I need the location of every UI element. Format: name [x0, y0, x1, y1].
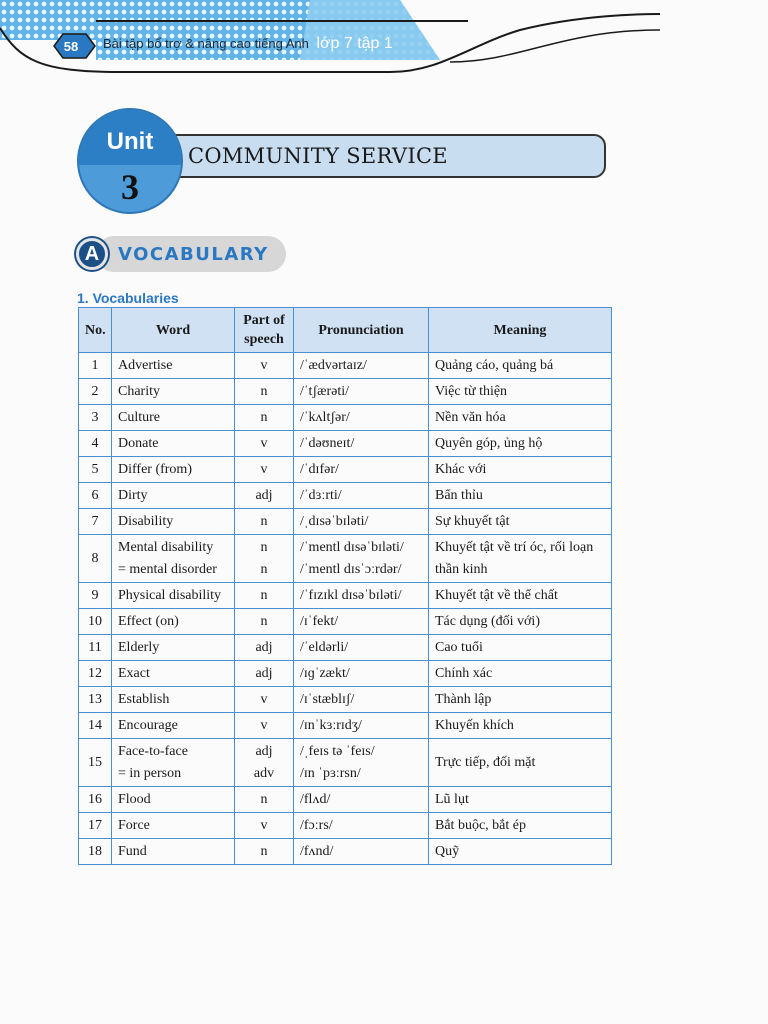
cell-meaning-line: Quảng cáo, quảng bá: [435, 357, 554, 373]
unit-title: COMMUNITY SERVICE: [188, 144, 448, 168]
cell-number: 15: [79, 739, 112, 787]
cell-meaning-line: Thành lập: [435, 691, 492, 707]
cell-pronunciation: [294, 457, 429, 483]
cell-part-of-speech-line: adj: [255, 639, 273, 655]
table-row: [79, 405, 612, 431]
cell-pronunciation-line: /ˈdɪfər/: [300, 461, 339, 477]
cell-meaning-line: Sự khuyết tật: [435, 513, 510, 529]
cell-pronunciation-line: /ɪˈfekt/: [300, 613, 339, 629]
cell-meaning: [429, 787, 612, 813]
cell-pronunciation-line: /ˌfeɪs tə ˈfeɪs/: [300, 743, 375, 759]
cell-meaning-line: Quyên góp, ủng hộ: [435, 435, 543, 451]
cell-pronunciation-line: /ˈdɜːrti/: [300, 487, 342, 503]
table-row: [79, 813, 612, 839]
cell-part-of-speech: [235, 431, 294, 457]
cell-number: 3: [79, 405, 112, 431]
cell-part-of-speech: [235, 405, 294, 431]
cell-number: 6: [79, 483, 112, 509]
table-row: [79, 431, 612, 457]
cell-meaning: [429, 583, 612, 609]
cell-word-line: = in person: [118, 765, 182, 781]
cell-part-of-speech: [235, 609, 294, 635]
cell-word: [112, 687, 235, 713]
cell-word: [112, 483, 235, 509]
cell-word-line: Differ (from): [118, 461, 192, 477]
cell-meaning: [429, 739, 612, 787]
cell-word-line: Dirty: [118, 487, 148, 503]
table-row: [79, 535, 612, 583]
table-body: [79, 353, 612, 865]
cell-part-of-speech: [235, 635, 294, 661]
cell-pronunciation: [294, 813, 429, 839]
cell-pronunciation-line: /ɪn ˈpɜːrsn/: [300, 765, 361, 781]
unit-label: Unit: [106, 128, 154, 155]
cell-meaning-line: Khuyến khích: [435, 717, 514, 733]
header-meaning: Meaning: [429, 308, 612, 353]
cell-pronunciation-line: /ɪnˈkɜːrɪdʒ/: [300, 717, 362, 733]
cell-meaning: [429, 509, 612, 535]
cell-word: [112, 839, 235, 865]
unit-number: 3: [121, 167, 139, 207]
cell-meaning: [429, 431, 612, 457]
cell-number: 14: [79, 713, 112, 739]
cell-pronunciation: [294, 787, 429, 813]
cell-pronunciation: [294, 405, 429, 431]
cell-pronunciation-line: /ˈkʌltʃər/: [300, 409, 350, 425]
cell-part-of-speech-line: v: [260, 691, 268, 707]
cell-pronunciation-line: /ˈfɪzɪkl dɪsəˈbɪləti/: [300, 587, 402, 603]
cell-number: 13: [79, 687, 112, 713]
table-row: [79, 661, 612, 687]
cell-meaning: [429, 353, 612, 379]
cell-part-of-speech: [235, 687, 294, 713]
cell-part-of-speech: [235, 353, 294, 379]
cell-part-of-speech-line: v: [260, 435, 268, 451]
cell-meaning-line: Quỹ: [435, 843, 460, 859]
cell-pronunciation: [294, 535, 429, 583]
cell-part-of-speech: [235, 379, 294, 405]
cell-pronunciation: [294, 379, 429, 405]
cell-part-of-speech-line: adv: [253, 765, 275, 781]
cell-meaning: [429, 405, 612, 431]
cell-meaning-line: Bắt buộc, bắt ép: [435, 817, 526, 833]
cell-part-of-speech-line: v: [260, 357, 268, 373]
header-no: No.: [79, 308, 112, 353]
unit-badge: [77, 108, 183, 214]
cell-part-of-speech: [235, 787, 294, 813]
cell-meaning-line: Việc từ thiện: [435, 383, 508, 399]
cell-pronunciation: [294, 687, 429, 713]
cell-number: 1: [79, 353, 112, 379]
cell-part-of-speech-line: adj: [255, 743, 273, 759]
cell-meaning-line: Khác với: [435, 461, 487, 477]
cell-part-of-speech: [235, 813, 294, 839]
cell-pronunciation-line: /ˈmentl dɪsəˈbɪləti/: [300, 539, 404, 555]
cell-word: [112, 535, 235, 583]
cell-word-line: Donate: [118, 435, 159, 451]
cell-part-of-speech-line: n: [260, 383, 268, 399]
cell-word: [112, 457, 235, 483]
cell-word: [112, 509, 235, 535]
cell-part-of-speech: [235, 739, 294, 787]
cell-part-of-speech-line: n: [260, 409, 268, 425]
cell-meaning-line: Trực tiếp, đối mặt: [435, 754, 536, 770]
cell-part-of-speech: [235, 535, 294, 583]
cell-meaning-line: Nền văn hóa: [435, 409, 506, 425]
cell-word-line: Force: [118, 817, 150, 833]
table-header-row: [79, 308, 612, 353]
cell-pronunciation-line: /fʌnd/: [300, 843, 334, 859]
cell-meaning: [429, 483, 612, 509]
cell-meaning: [429, 457, 612, 483]
cell-part-of-speech-line: adj: [255, 487, 273, 503]
cell-part-of-speech-line: adj: [255, 665, 273, 681]
cell-meaning-line: Khuyết tật về trí óc, rối loạn: [435, 539, 594, 555]
cell-part-of-speech-line: n: [260, 513, 268, 529]
table-row: [79, 457, 612, 483]
cell-meaning: [429, 609, 612, 635]
cell-part-of-speech: [235, 583, 294, 609]
cell-part-of-speech: [235, 509, 294, 535]
cell-pronunciation: [294, 483, 429, 509]
cell-part-of-speech-line: n: [260, 613, 268, 629]
header-pos-line2: speech: [244, 332, 284, 347]
cell-meaning: [429, 635, 612, 661]
cell-number: 8: [79, 535, 112, 583]
cell-meaning: [429, 535, 612, 583]
table-row: [79, 687, 612, 713]
cell-pronunciation-line: /ˈeldərli/: [300, 639, 349, 655]
cell-number: 4: [79, 431, 112, 457]
cell-number: 2: [79, 379, 112, 405]
cell-word: [112, 635, 235, 661]
cell-pronunciation-line: /ɪɡˈzækt/: [300, 665, 350, 681]
cell-word: [112, 609, 235, 635]
cell-part-of-speech: [235, 457, 294, 483]
cell-meaning: [429, 687, 612, 713]
cell-word: [112, 379, 235, 405]
cell-word: [112, 813, 235, 839]
cell-part-of-speech: [235, 839, 294, 865]
cell-number: 10: [79, 609, 112, 635]
cell-word-line: Culture: [118, 409, 160, 425]
header-word: Word: [112, 308, 235, 353]
book-grade: lớp 7 tập 1: [316, 35, 393, 52]
cell-word: [112, 739, 235, 787]
subsection-title: 1. Vocabularies: [77, 290, 179, 306]
cell-word-line: Physical disability: [118, 587, 222, 603]
cell-pronunciation-line: /flʌd/: [300, 791, 331, 807]
cell-meaning: [429, 661, 612, 687]
cell-word: [112, 713, 235, 739]
table-row: [79, 839, 612, 865]
cell-part-of-speech: [235, 713, 294, 739]
cell-pronunciation-line: /ˌdɪsəˈbɪləti/: [300, 513, 369, 529]
table-row: [79, 787, 612, 813]
table-row: [79, 379, 612, 405]
cell-pronunciation: [294, 609, 429, 635]
cell-word-line: Flood: [118, 791, 151, 807]
table-row: [79, 713, 612, 739]
cell-word: [112, 405, 235, 431]
cell-pronunciation-line: /ˈædvərtaɪz/: [300, 357, 367, 373]
cell-meaning: [429, 813, 612, 839]
cell-meaning-line: Bẩn thỉu: [435, 487, 483, 503]
table-row: [79, 583, 612, 609]
header-pronunciation: Pronunciation: [294, 308, 429, 353]
cell-pronunciation: [294, 509, 429, 535]
cell-part-of-speech-line: v: [260, 717, 268, 733]
cell-meaning-line: Khuyết tật về thể chất: [435, 587, 558, 603]
cell-pronunciation-line: /fɔːrs/: [300, 817, 333, 833]
cell-word-line: = mental disorder: [118, 561, 217, 577]
cell-word: [112, 431, 235, 457]
cell-meaning-line: thần kinh: [435, 561, 488, 577]
cell-part-of-speech: [235, 483, 294, 509]
cell-number: 5: [79, 457, 112, 483]
book-title-text: Bài tập bổ trợ & nâng cao tiếng Anh: [103, 36, 309, 51]
cell-word: [112, 353, 235, 379]
cell-number: 11: [79, 635, 112, 661]
cell-pronunciation-line: /ˈdəʊneɪt/: [300, 435, 355, 451]
table-row: [79, 635, 612, 661]
cell-part-of-speech: [235, 661, 294, 687]
book-title: [103, 35, 393, 53]
cell-word-line: Fund: [118, 843, 147, 859]
cell-meaning: [429, 839, 612, 865]
cell-word-line: Encourage: [118, 717, 178, 733]
table-row: [79, 739, 612, 787]
table-row: [79, 509, 612, 535]
cell-pronunciation: [294, 713, 429, 739]
cell-word-line: Advertise: [118, 357, 173, 373]
table-row: [79, 483, 612, 509]
cell-meaning: [429, 379, 612, 405]
cell-meaning-line: Tác dụng (đối với): [435, 613, 540, 629]
cell-number: 18: [79, 839, 112, 865]
cell-word-line: Disability: [118, 513, 174, 529]
cell-word-line: Mental disability: [118, 539, 214, 555]
table-row: [79, 609, 612, 635]
cell-word-line: Establish: [118, 691, 170, 707]
cell-word: [112, 661, 235, 687]
cell-meaning: [429, 713, 612, 739]
vocabulary-table: [78, 307, 612, 865]
cell-number: 17: [79, 813, 112, 839]
cell-number: 9: [79, 583, 112, 609]
section-letter-badge: A: [76, 238, 108, 270]
cell-pronunciation: [294, 739, 429, 787]
page-number: 58: [63, 38, 79, 54]
cell-number: 16: [79, 787, 112, 813]
table-row: [79, 353, 612, 379]
cell-meaning-line: Lũ lụt: [435, 791, 469, 807]
cell-word-line: Elderly: [118, 639, 160, 655]
cell-part-of-speech-line: n: [260, 587, 268, 603]
cell-pronunciation: [294, 661, 429, 687]
cell-number: 7: [79, 509, 112, 535]
cell-word-line: Effect (on): [118, 613, 179, 629]
cell-part-of-speech-line: n: [260, 791, 268, 807]
cell-pronunciation: [294, 839, 429, 865]
cell-pronunciation: [294, 635, 429, 661]
section-title: VOCABULARY: [118, 244, 269, 265]
cell-pronunciation-line: /ɪˈstæblɪʃ/: [300, 691, 355, 707]
cell-part-of-speech-line: n: [260, 539, 268, 555]
cell-pronunciation: [294, 431, 429, 457]
cell-meaning-line: Cao tuổi: [435, 639, 483, 655]
cell-word-line: Face-to-face: [118, 743, 188, 759]
cell-pronunciation: [294, 583, 429, 609]
cell-part-of-speech-line: v: [260, 817, 268, 833]
cell-pronunciation-line: /ˈtʃærəti/: [300, 383, 349, 399]
cell-word: [112, 583, 235, 609]
header-pos-line1: Part of: [243, 313, 285, 328]
cell-part-of-speech-line: n: [260, 843, 268, 859]
cell-number: 12: [79, 661, 112, 687]
header-part-of-speech: [235, 308, 294, 353]
cell-word: [112, 787, 235, 813]
cell-pronunciation: [294, 353, 429, 379]
cell-part-of-speech-line: v: [260, 461, 268, 477]
cell-meaning-line: Chính xác: [435, 665, 493, 681]
cell-word-line: Exact: [118, 665, 150, 681]
cell-word-line: Charity: [118, 383, 160, 399]
cell-part-of-speech-line: n: [260, 561, 268, 577]
cell-pronunciation-line: /ˈmentl dɪsˈɔːrdər/: [300, 561, 402, 577]
